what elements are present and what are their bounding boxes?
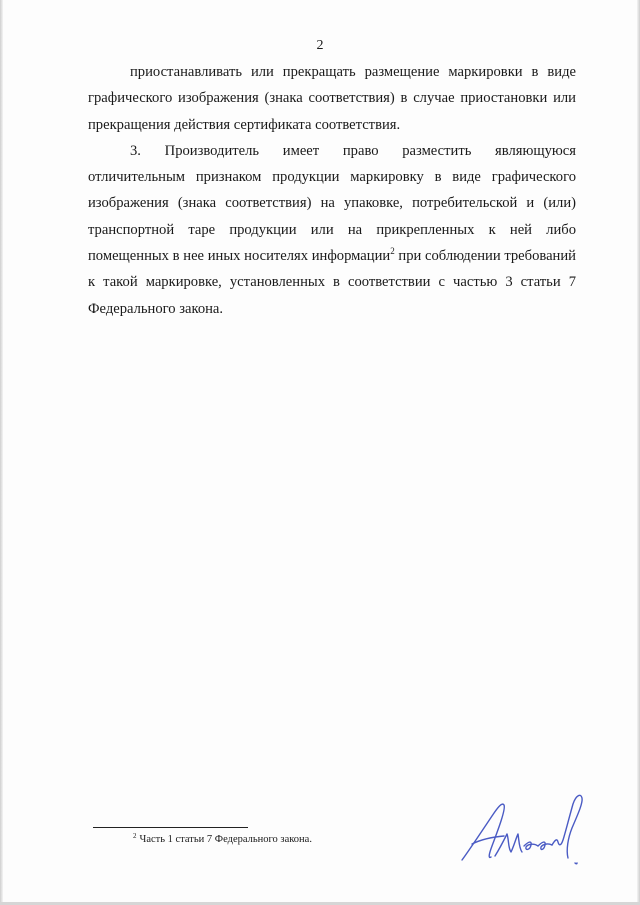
scan-edge-left xyxy=(0,0,3,905)
page-number: 2 xyxy=(316,38,324,53)
paragraph-continued: приостанавливать или прекращать размещение маркировки в виде графического изображения (знака соответствия) в случае приостановки или прекращения действия сертификата соответствия. xyxy=(88,64,576,133)
footnote-reference: 2 xyxy=(390,246,395,257)
footnote-separator xyxy=(93,827,248,828)
footnote-text: Часть 1 статьи 7 Федерального закона. xyxy=(139,834,312,845)
handwritten-signature-icon xyxy=(458,790,588,868)
footnote-number: 2 xyxy=(133,831,137,840)
document-body xyxy=(88,59,576,322)
paragraph-3 xyxy=(88,138,576,322)
paragraph-3-text-end: при соблюдении требований к такой маркировке, установленных в соответствии с частью 3 статьи 7 Федерального закона. xyxy=(88,248,576,317)
footnote xyxy=(133,831,312,845)
paragraph-3-text: 3. Производитель имеет право разместить являющуюся отличительным признаком продукции маркировку в виде графического изображения (знака соответствия) на упаковке, потребительской и (или) транспортной таре продукции или на прикрепленных к ней либо помещенных в нее иных носителях информации xyxy=(88,142,576,265)
